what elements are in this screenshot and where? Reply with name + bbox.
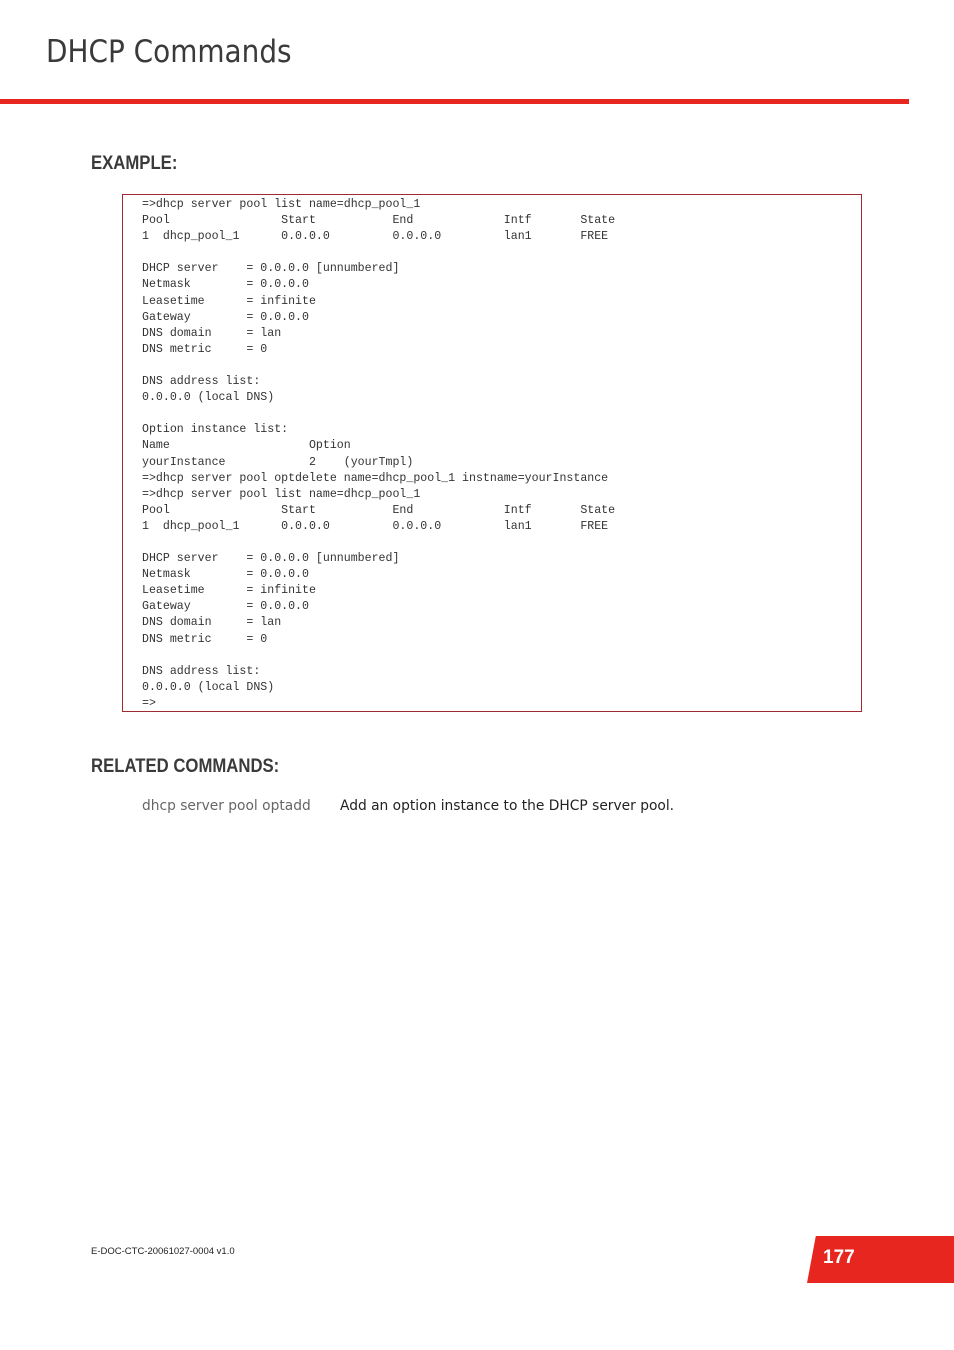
code-line: Leasetime = infinite xyxy=(142,584,316,598)
code-line xyxy=(142,245,861,261)
code-line: 1 dhcp_pool_1 0.0.0.0 0.0.0.0 lan1 FREE xyxy=(142,519,609,533)
code-line: DNS domain = lan xyxy=(142,616,282,630)
page-title: DHCP Commands xyxy=(46,34,292,70)
code-line: Netmask = 0.0.0.0 xyxy=(142,568,309,582)
code-line: Netmask = 0.0.0.0 xyxy=(142,278,309,292)
related-command-row xyxy=(142,798,842,818)
code-line: DNS metric = 0 xyxy=(142,342,268,356)
code-line: => xyxy=(142,696,156,710)
code-line: Pool Start End Intf State xyxy=(142,503,616,517)
page-number: 177 xyxy=(823,1247,855,1268)
code-line xyxy=(142,406,861,422)
document-id: E-DOC-CTC-20061027-0004 v1.0 xyxy=(91,1246,235,1257)
code-line: =>dhcp server pool list name=dhcp_pool_1 xyxy=(142,198,421,211)
code-line xyxy=(142,358,861,374)
code-line: 0.0.0.0 (local DNS) xyxy=(142,391,275,405)
code-line: DNS address list: xyxy=(142,664,261,678)
code-line: DHCP server = 0.0.0.0 [unnumbered] xyxy=(142,552,400,566)
code-line: yourInstance 2 (yourTmpl) xyxy=(142,455,414,469)
code-line: Option instance list: xyxy=(142,423,289,437)
related-command-description: Add an option instance to the DHCP server pool. xyxy=(340,798,675,814)
code-line: 0.0.0.0 (local DNS) xyxy=(142,680,275,694)
code-line: DNS metric = 0 xyxy=(142,632,268,646)
example-code-block xyxy=(122,194,862,712)
code-line xyxy=(142,535,861,551)
code-line: =>dhcp server pool optdelete name=dhcp_pool_1 instname=yourInstance xyxy=(142,471,609,485)
title-divider xyxy=(0,99,909,104)
code-line: Gateway = 0.0.0.0 xyxy=(142,600,309,614)
related-command-name[interactable]: dhcp server pool optadd xyxy=(142,798,311,814)
code-line xyxy=(142,648,861,664)
code-line: DHCP server = 0.0.0.0 [unnumbered] xyxy=(142,262,400,276)
code-line: Gateway = 0.0.0.0 xyxy=(142,310,309,324)
related-commands-heading: RELATED COMMANDS: xyxy=(91,756,280,777)
code-line: DNS domain = lan xyxy=(142,326,282,340)
example-heading: EXAMPLE: xyxy=(91,153,178,174)
code-line: Pool Start End Intf State xyxy=(142,214,616,228)
code-line: =>dhcp server pool list name=dhcp_pool_1 xyxy=(142,487,421,501)
code-line: Name Option xyxy=(142,439,351,453)
code-line: DNS address list: xyxy=(142,375,261,389)
code-line: Leasetime = infinite xyxy=(142,294,316,308)
code-line: 1 dhcp_pool_1 0.0.0.0 0.0.0.0 lan1 FREE xyxy=(142,230,609,244)
